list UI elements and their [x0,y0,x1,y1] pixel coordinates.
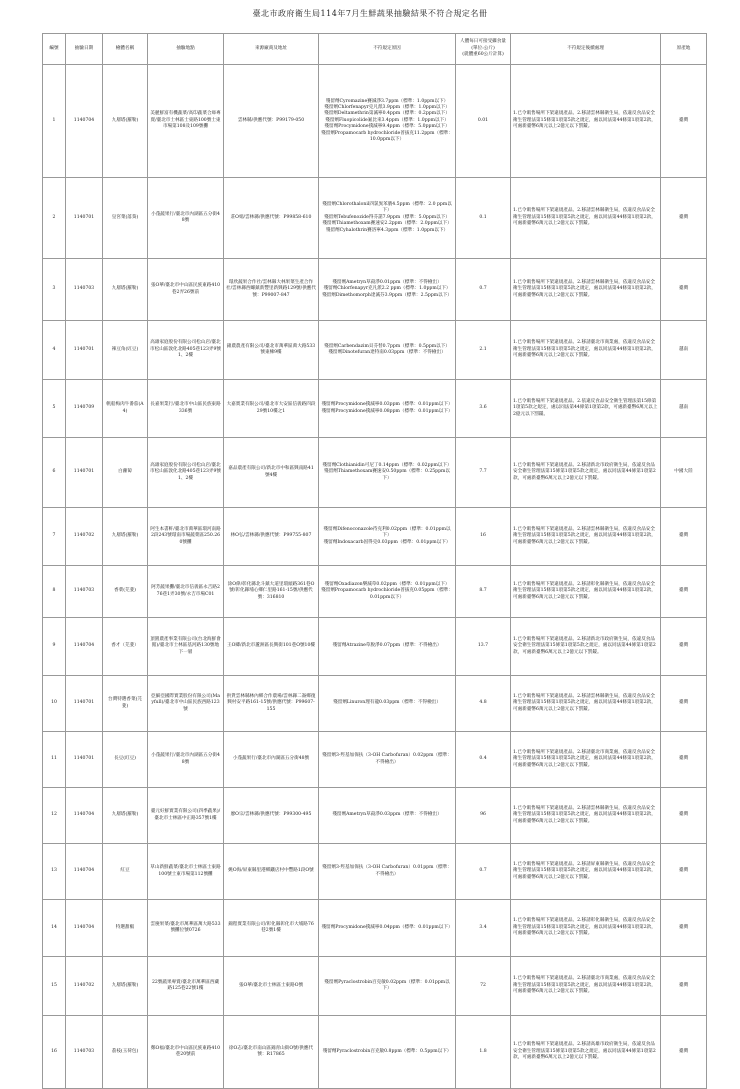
cell-no: 4 [43,321,66,380]
cell-product: 香菜(芫荽) [103,566,148,618]
cell-reason [319,321,456,380]
cell-location: 高雄家庭股份有限公司松山店/臺北市松山區敦化北路405巷123弄9號1、2樓 [148,321,224,380]
cell-date: 1140704 [66,844,103,900]
cell-intake: 0.7 [456,844,511,900]
table-row [43,1016,707,1089]
cell-product: 荔枝(玉荷包) [103,1016,148,1089]
table-row [43,844,707,900]
reason-line: 殘留劑3-羥基加保扶（3-OH Carbofuran）0.01ppm（標準：不得檢出） [322,865,452,877]
cell-origin: 臺灣 [661,178,707,259]
cell-origin: 臺灣 [661,508,707,566]
table-row [43,259,707,321]
cell-intake: 8.7 [456,566,511,618]
cell-product: 九層塔(羅勒) [103,508,148,566]
header-no: 編號 [43,34,66,65]
cell-date: 1140703 [66,1016,103,1089]
cell-source: 張O華/臺北市士林區士東路O號 [224,957,319,1016]
cell-product: 皇宮菜(落葵) [103,178,148,259]
reason-line: 殘留劑Atrazine草脫淨0.07ppm（標準：不得檢出） [332,643,442,649]
cell-date: 1140702 [66,957,103,1016]
cell-intake: 2.1 [456,321,511,380]
cell-source: 林O弘/雲林縣/供應代號：P99755-807 [224,508,319,566]
cell-product: 帆船梅肉牛番茄(A4) [103,380,148,438]
cell-no: 16 [43,1016,66,1089]
cell-reason [319,178,456,259]
reason-line: 殘留劑Cyromazine賽滅淨3.7ppm（標準：1.0ppm以下） [325,98,449,104]
cell-location: 頂園農產事業有限公司(台北海鮮會館)/臺北市士林區基河路130號地下一層 [148,618,224,676]
cell-no: 13 [43,844,66,900]
cell-action: 1.已令販售場所下架違規產品。2.移請新北市政府衛生局，依違反食品安全衛生管理法第15條第1項第5款之規定，處以同法第44條第1項第2款，可處新臺幣6萬元以上2億元以下罰鍰。 [511,618,661,676]
reason-line: 殘留劑Chlorothalonil四氯異苯腈4.5ppm（標準：2.0 ppm以下） [322,201,452,214]
reason-line: 殘留劑Procymidone撲滅寧0.08ppm（標準：0.01ppm以下） [321,408,453,414]
cell-date: 1140701 [66,438,103,508]
table-row [43,438,707,508]
cell-origin: 臺灣 [661,618,707,676]
header-product: 檢體名稱 [103,34,148,65]
document-title: 臺北市政府衛生局114年7月生鮮蔬果抽驗結果不符合規定名冊 [252,9,488,18]
cell-date: 1140704 [66,900,103,957]
cell-reason [319,1016,456,1089]
cell-reason [319,65,456,178]
cell-action: 1.已令販售場所下架違規產品。2.移請雲林縣衛生局，依違反食品安全衛生管理法第15條第1項第5款之規定，處以同法第44條第1項第2款，可處新臺幣6萬元以上2億元以下罰鍰。 [511,259,661,321]
cell-location: 小蓬蔬果行/臺北市內湖區五分街48號 [148,178,224,259]
cell-no: 8 [43,566,66,618]
cell-origin: 臺灣 [661,259,707,321]
cell-origin: 臺灣 [661,1016,707,1089]
reason-line: 殘留劑Dimethomorph達滅芬3.9ppm（標準：2.5ppm以下） [322,292,452,298]
table-row [43,788,707,844]
cell-product: 香才（芫荽） [103,618,148,676]
cell-no: 9 [43,618,66,676]
table-body [43,65,707,1089]
cell-reason [319,788,456,844]
cell-date: 1140701 [66,676,103,732]
cell-no: 10 [43,676,66,732]
cell-location: 22號蔬果專賣/臺北市萬華區西藏路125巷22號1樓 [148,957,224,1016]
cell-action: 1.已令販售場所下架違規產品。2.移請雲林縣衛生局，依違反食品安全衛生管理法第15條第1項第5款之規定，處以同法第44條第1項第2款，可處新臺幣6萬元以上2億元以下罰鍰。 [511,508,661,566]
cell-location: 張O華/臺北市中山區民族東路410巷2弄26號前 [148,259,224,321]
table-row [43,65,707,178]
cell-no: 11 [43,732,66,788]
cell-product: 辣豆角(豇豆) [103,321,148,380]
cell-date: 1140703 [66,566,103,618]
cell-source: 錦程實業有限公司/彰化縣彰化市大埔路76巷2號1樓 [224,900,319,957]
cell-product: 長豆(豇豆) [103,732,148,788]
cell-reason [319,508,456,566]
cell-action: 1.已令販售場所下架違規產品。2.移請新北市政府衛生局，依違反食品安全衛生管理法第15條第1項第5款之規定，處以同法第44條第1項第2款，可處新臺幣6萬元以上2億元以下罰鍰。 [511,438,661,508]
cell-intake: 0.01 [456,65,511,178]
cell-action: 1.已令販售場所下架違規產品。2.移請屏東縣衛生局，依違反食品安全衛生管理法第15條第1項第5款之規定，處以同法第44條第1項第2款，可處新臺幣6萬元以上2億元以下罰鍰。 [511,844,661,900]
reason-line: 殘留劑Thiamethoxam賽速安0.50ppm（標準：0.25ppm以下） [323,469,451,481]
inspection-table [42,33,707,1089]
cell-origin: 中國大陸 [661,438,707,508]
cell-product: 白蘿蔔 [103,438,148,508]
header-date: 抽驗日期 [66,34,103,65]
cell-reason [319,566,456,618]
cell-location: 亞細亞國際實業股份有限公司(Mayfull)/臺北市中山區民族西路123號 [148,676,224,732]
cell-no: 3 [43,259,66,321]
cell-date: 1140704 [66,618,103,676]
reason-line: 殘留劑Tebufenozide得芬諾7.9ppm（標準：5.0ppm以下） [324,214,450,220]
cell-date: 1140704 [66,65,103,178]
cell-date: 1140702 [66,508,103,566]
cell-product: 紅豆 [103,844,148,900]
cell-product: 九層塔(羅勒) [103,259,148,321]
reason-line: 殘留劑Deltamethrin第滅寧0.4ppm（標準：0.2ppm以下） [324,111,450,117]
cell-date: 1140703 [66,259,103,321]
table-header-row [43,34,707,65]
cell-intake: 72 [456,957,511,1016]
cell-source: 供貨雲林縣林內鄉合作農場/雲林縣二崙鄉復興村安平路161-15號/供應代號：P99607-155 [224,676,319,732]
cell-no: 14 [43,900,66,957]
cell-no: 12 [43,788,66,844]
cell-action: 1.已令販售場所下架違規產品。2.移請雲林縣衛生局，依違反食品安全衛生管理法第15條第1項第5款之規定，處以同法第44條第1項第2款，可處新臺幣6萬元以上2億元以下罰鍰。 [511,65,661,178]
cell-location: 美麗鮮富有機蔬菜/高印蔬菜合庫專賣/臺北市士林區士東路100號士東市場第108及109號攤 [148,65,224,178]
cell-origin: 臺灣 [661,844,707,900]
cell-intake: 0.1 [456,178,511,259]
cell-source: 徐O志/臺北市南山區錦青山街O號/供應代號：R17865 [224,1016,319,1089]
cell-origin: 臺灣 [661,676,707,732]
cell-reason [319,380,456,438]
header-intake: 人體每日可接受攝食量 (單位:公斤) (就體重60公斤計算) [456,34,511,65]
cell-location: 阿生本書軒/臺北市萬華區環河南路2段243號環南市場蔬菜區250.260號攤 [148,508,224,566]
cell-product: 特選甜椒 [103,900,148,957]
cell-origin: 臺灣 [661,65,707,178]
cell-action: 1.已令販售場所下架違規產品。2.移請雲林縣衛生局，依違反食品安全衛生管理法第15條第1項第5款之規定，處以同法第44條第1項第2款，可處新臺幣6萬元以上2億元以下罰鍰。 [511,788,661,844]
cell-location: 臺元好鮮實業有限公司(四季蔬果)/臺北市士林區中正路357號1樓 [148,788,224,844]
cell-action: 1.已令販售場所下架違規產品。2.移請彰化縣衛生局，依違反食品安全衛生管理法第15條第1項第5款之規定，處以同法第44條第1項第2款，可處新臺幣6萬元以上2億元以下罰鍰。 [511,900,661,957]
header-origin: 原產地 [661,34,707,65]
reason-line: 殘留劑Ametryn草殺淨0.01ppm（標準：不得檢出） [332,279,442,285]
cell-origin: 臺灣 [661,900,707,957]
reason-line: 殘留劑3-羥基加保扶（3-OH Carbofuran）0.02ppm（標準：不得檢出） [322,753,452,765]
header-action: 不符規定後續處理 [511,34,661,65]
cell-date: 1140704 [66,788,103,844]
cell-location: 阿芳蔬果攤/臺北市信義區永吉路276巷1弄30號/永吉市場C01 [148,566,224,618]
cell-intake: 0.7 [456,259,511,321]
reason-line: 殘留劑Ametryn草殺淨0.03ppm（標準：不得檢出） [332,812,442,818]
cell-source: 嘉品農產有限公司/新北市中和區興南路41號4樓 [224,438,319,508]
cell-action: 1.已令販售場所下架違規產品。2.移請雲林縣衛生局，依違反食品安全衛生管理法第15條第1項第5款之規定，處以同法第44條第1項第2款，可處新臺幣6萬元以上2億元以下罰鍰。 [511,178,661,259]
cell-date: 1140701 [66,178,103,259]
cell-location: 鄭O福/臺北市中山區民族東路410巷20號前 [148,1016,224,1089]
cell-action: 1.已令販售場所下架違規產品。2.移請臺北市商業處，依違反食品安全衛生管理法第15條第1項第5款之規定，處以同法第44條第1項第2款，可處新臺幣6萬元以上2億元以下罰鍰。 [511,957,661,1016]
cell-source: 莊O娟/雲林縣/供應代號：P99858-610 [224,178,319,259]
cell-date: 1140701 [66,321,103,380]
reason-line: 殘留劑Pyraclostrobin百克敏0.02ppm（標準：0.01ppm以下） [324,979,450,991]
cell-reason [319,259,456,321]
cell-intake: 3.6 [456,380,511,438]
reason-line: 殘留劑Clothianidin可尼丁0.14ppm（標準：0.02ppm以下） [322,462,452,468]
header-reason: 不符規定原因 [319,34,456,65]
cell-location: 高雄家庭股份有限公司松山店/臺北市松山區敦化北路405巷123弄9號1、2樓 [148,438,224,508]
reason-line: 殘留劑Procymidone撲滅寧0.04ppm（標準：0.01ppm以下） [321,924,453,930]
reason-line: 殘留劑Difenoconazole待克利0.02ppm（標準：0.01ppm以下） [323,526,451,539]
cell-reason [319,900,456,957]
cell-action: 1.已令販售場所下架違規產品。2.依違反食品安全衛生管理法第15條第1項第5款之規定，處以同法第44條第1項第2款，可處新臺幣6萬元以上2億元以下罰鍰。 [511,380,661,438]
cell-source: 錦農農產有限公司/臺北市萬華區萬大路533號東棟9樓 [224,321,319,380]
cell-source: 大嘉實業有限公司/臺北市大安區信義路四段29號10樓之1 [224,380,319,438]
cell-origin: 臺灣 [661,788,707,844]
cell-origin: 越南 [661,321,707,380]
header-location: 抽驗地點 [148,34,224,65]
cell-no: 7 [43,508,66,566]
table-row [43,380,707,438]
cell-product: 九層塔(羅勒) [103,957,148,1016]
cell-no: 1 [43,65,66,178]
cell-no: 15 [43,957,66,1016]
cell-source: 廖O宗/雲林縣/供應代號：P99300-495 [224,788,319,844]
cell-source: 王O卿/新北市蘆洲區長興街101巷O號10樓 [224,618,319,676]
cell-no: 2 [43,178,66,259]
cell-intake: 1.8 [456,1016,511,1089]
reason-line: 殘留劑Linuron理有龍0.03ppm（標準：不得檢出） [333,700,441,706]
cell-location: 雲慶果菜/臺北市萬華區萬大路533號攤位號0726 [148,900,224,957]
cell-origin: 臺灣 [661,957,707,1016]
cell-intake: 7.7 [456,438,511,508]
reason-line: 殘留劑Procymidone撲滅寧9.4ppm（標準：5.0ppm以下） [324,124,450,130]
cell-origin: 臺灣 [661,566,707,618]
cell-location: 小蓬蔬果行/臺北市內湖區五分街48號 [148,732,224,788]
cell-reason [319,618,456,676]
table-row [43,178,707,259]
cell-action: 1.已令販售場所下架違規產品。2.移請臺北市商業處，依違反食品安全衛生管理法第15條第1項第5款之規定，處以同法第44條第1項第2款，可處新臺幣6萬元以上2億元以下罰鍰。 [511,321,661,380]
cell-reason [319,844,456,900]
table-row [43,900,707,957]
reason-line: 殘留劑Indoxacarb因得克0.03ppm（標準：0.01ppm以下） [323,539,451,545]
cell-no: 5 [43,380,66,438]
cell-action: 1.已令販售場所下架違規產品。2.移請雲林縣衛生局，依違反食品安全衛生管理法第15條第1項第5款之規定，處以同法第44條第1項第2款，可處新臺幣6萬元以上2億元以下罰鍰。 [511,676,661,732]
cell-date: 1140709 [66,380,103,438]
reason-line: 殘留劑Chlorfenapyr克凡派3.9ppm（標準：1.0ppm以下） [324,104,450,110]
cell-location: 長嘉果業行/臺北市中山區民族東路336號 [148,380,224,438]
table-row [43,676,707,732]
reason-line: 殘留劑Chlorfenapyr克凡派2.2 ppm（標準：1.0ppm以下） [323,286,451,292]
cell-action: 1.已令販售場所下架違規產品。2.移請彰化縣衛生局，依違反食品安全衛生管理法第15條第1項第5款之規定，處以同法第44條第1項第2款，可處新臺幣6萬元以上2億元以下罰鍰。 [511,566,661,618]
table-row [43,508,707,566]
reason-line: 殘留劑Thiamethoxam賽速安2.2ppm（標準：2.0ppm以下） [322,221,452,227]
header-source: 來源廠商及地址 [224,34,319,65]
table-row [43,732,707,788]
reason-line: 殘留劑Propamocarb hydrochloride普拔克11.2ppm（標準：10.0ppm以下） [321,130,453,143]
cell-product: 台灣特選香菜(芫荽) [103,676,148,732]
cell-reason [319,957,456,1016]
cell-intake: 16 [456,508,511,566]
cell-origin: 越南 [661,380,707,438]
cell-intake: 13.7 [456,618,511,676]
reason-line: 殘留劑Carbendazim貝芬替0.7ppm（標準：0.5ppm以下） [324,343,450,349]
cell-action: 1.已令販售場所下架違規產品。2.移請臺北市商業處，依違反食品安全衛生管理法第15條第1項第5款之規定，處以同法第44條第1項第2款，可處新臺幣6萬元以上2億元以下罰鍰。 [511,732,661,788]
cell-reason [319,676,456,732]
cell-source: 姚O海/屏東縣里港鄉鐵店村中豐路1段O號 [224,844,319,900]
cell-reason [319,438,456,508]
cell-product: 九層塔(羅勒) [103,65,148,178]
cell-origin: 臺灣 [661,732,707,788]
cell-product: 九層塔(羅勒) [103,788,148,844]
cell-date: 1140701 [66,732,103,788]
cell-location: 草山新鮮蔬菜/臺北市士林區士東路100號士東市場第112號攤 [148,844,224,900]
reason-line: 殘留劑Pyraclostrobin百克敏0.8ppm（標準：0.5ppm以下） [322,1048,452,1054]
reason-line: 殘留劑Procymidone撲滅寧0.03ppm（標準：0.01ppm以下） [321,402,453,408]
cell-source: 雲林縣/供應代號：P99179-050 [224,65,319,178]
cell-source: 小蓬蔬果行/臺北市內湖區五分街48號 [224,732,319,788]
cell-source: 涂O偉/彰化縣北斗鎮大道里環頭路361巷O號/彰化縣埔心鄉仁里路161-15號/供應代號：316810 [224,566,319,618]
reason-line: 殘留劑Fluopicolide氟比來3.4ppm（標準：1.0ppm以下） [325,117,449,123]
reason-line: 殘留劑Cyhalothrin賽洛寧4.3ppm（標準：1.0ppm以下） [325,227,449,233]
table-row [43,957,707,1016]
cell-action: 1.已令販售場所下架違規產品。2.移請高雄市政府衛生局，依違反食品安全衛生管理法第15條第1項第5款之規定，處以同法第44條第1項第2款，可處新臺幣6萬元以上2億元以下罰鍰。 [511,1016,661,1089]
table-row [43,566,707,618]
table-row [43,321,707,380]
cell-intake: 3.4 [456,900,511,957]
cell-intake: 96 [456,788,511,844]
cell-intake: 4.8 [456,676,511,732]
cell-reason [319,732,456,788]
cell-intake: 0.4 [456,732,511,788]
cell-source: 環欣蔬果合作社/雲林縣大林果菜生產合作社/雲林縣西螺鎮新豐里新興路129號/供應代號：P99007-847 [224,259,319,321]
reason-line: 殘留劑Propamocarb hydrochloride普拔克0.05ppm（標準：0.01ppm以下） [321,588,453,600]
table-row [43,618,707,676]
reason-line: 殘留劑Oxadiazon樂滅草0.02ppm（標準：0.01ppm以下） [324,581,450,587]
cell-no: 6 [43,438,66,508]
reason-line: 殘留劑Dinotefuran達特南0.03ppm（標準：不得檢出） [328,350,446,355]
